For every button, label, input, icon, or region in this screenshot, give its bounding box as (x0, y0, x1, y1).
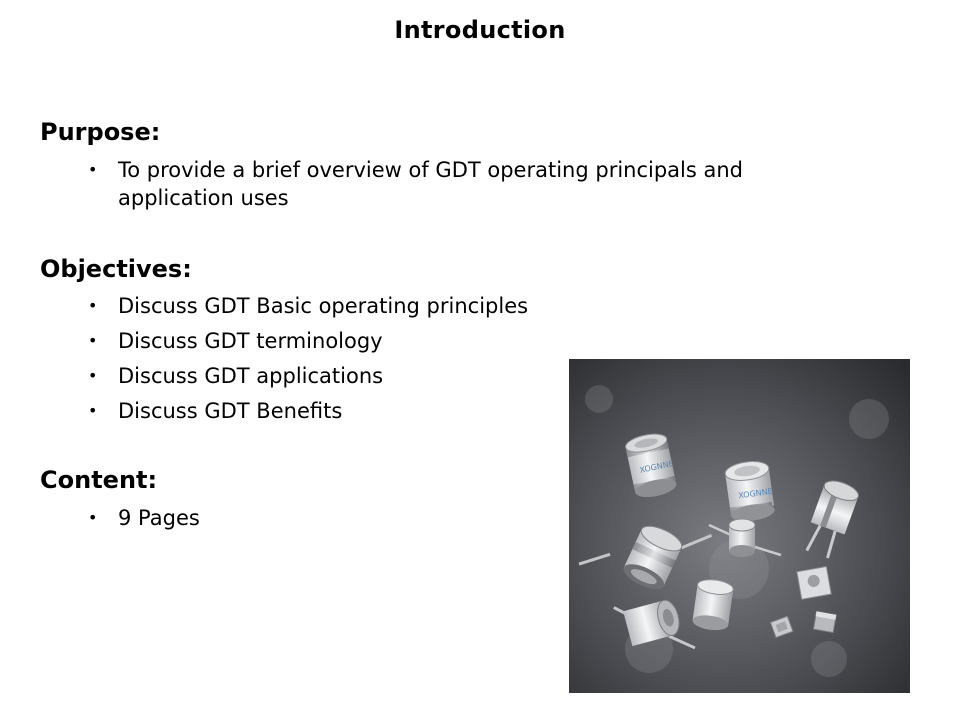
list-item: • Discuss GDT Basic operating principles (88, 292, 528, 320)
list-item: • 9 Pages (88, 504, 200, 532)
content-list (88, 504, 200, 532)
slide-title: Introduction (394, 16, 566, 44)
objectives-heading: Objectives: (40, 255, 192, 283)
content-heading: Content: (40, 466, 158, 494)
component-label: XOGNNE (638, 458, 675, 475)
list-item: • Discuss GDT applications (88, 362, 528, 390)
list-item: • To provide a brief overview of GDT operating principals and application uses (88, 156, 848, 212)
list-item: • Discuss GDT Benefits (88, 397, 528, 425)
component-label: XOGNNE (737, 486, 774, 501)
purpose-heading: Purpose: (40, 118, 161, 146)
list-item: • Discuss GDT terminology (88, 327, 528, 355)
gdt-components-photo (569, 359, 910, 693)
objectives-list (88, 292, 528, 432)
purpose-list (88, 156, 848, 212)
